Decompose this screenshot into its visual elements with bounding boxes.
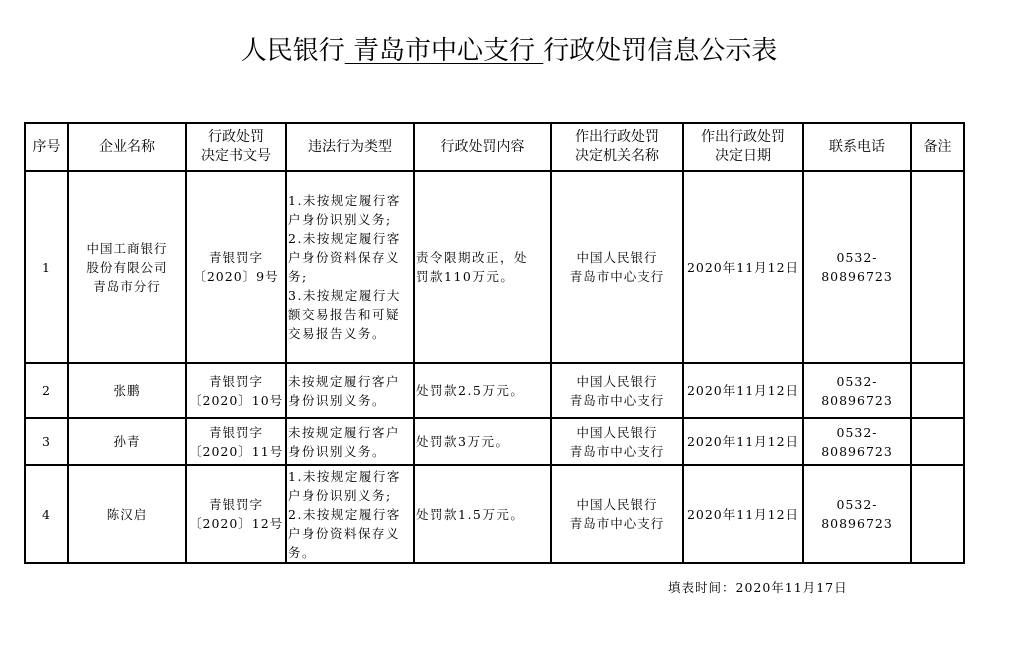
cell-remark [911,171,964,363]
cell-remark [911,363,964,418]
header-name: 企业名称 [68,123,186,171]
cell-authority: 中国人民银行 青岛市中心支行 [551,418,683,465]
cell-no: 4 [25,465,68,563]
cell-violation: 未按规定履行客户 身份识别义务。 [286,418,414,465]
cell-date: 2020年11月12日 [683,465,803,563]
cell-penalty: 责令限期改正，处 罚款110万元。 [414,171,551,363]
cell-no: 2 [25,363,68,418]
table-row [25,418,964,465]
cell-date: 2020年11月12日 [683,171,803,363]
table-header-row [25,123,964,171]
cell-doc-no: 青银罚字 〔2020〕9号 [186,171,286,363]
cell-violation: 1.未按规定履行客 户身份识别义务; 2.未按规定履行客 户身份资料保存义 务; 3.未按规定履行大 额交易报告和可疑 交易报告义务。 [286,171,414,363]
header-penalty: 行政处罚内容 [414,123,551,171]
header-doc-no: 行政处罚 决定书文号 [186,123,286,171]
cell-authority: 中国人民银行 青岛市中心支行 [551,171,683,363]
table-row [25,363,964,418]
cell-remark [911,465,964,563]
cell-phone: 0532-80896723 [803,465,911,563]
cell-remark [911,418,964,465]
cell-doc-no: 青银罚字 〔2020〕12号 [186,465,286,563]
cell-date: 2020年11月12日 [683,363,803,418]
cell-date: 2020年11月12日 [683,418,803,465]
fill-time: 填表时间：2020年11月17日 [668,580,848,595]
penalty-table [24,122,965,564]
cell-violation: 1.未按规定履行客 户身份识别义务; 2.未按规定履行客 户身份资料保存义 务。 [286,465,414,563]
header-violation: 违法行为类型 [286,123,414,171]
cell-violation: 未按规定履行客户 身份识别义务。 [286,363,414,418]
cell-penalty: 处罚款2.5万元。 [414,363,551,418]
title-branch: 青岛市中心支行 [344,36,544,66]
cell-name: 孙青 [68,418,186,465]
cell-authority: 中国人民银行 青岛市中心支行 [551,465,683,563]
title-prefix: 人民银行 [240,36,345,66]
page-title [0,33,1018,69]
header-remark: 备注 [911,123,964,171]
header-authority: 作出行政处罚 决定机关名称 [551,123,683,171]
cell-penalty: 处罚款3万元。 [414,418,551,465]
cell-phone: 0532-80896723 [803,418,911,465]
cell-doc-no: 青银罚字 〔2020〕10号 [186,363,286,418]
cell-name: 中国工商银行 股份有限公司 青岛市分行 [68,171,186,363]
cell-doc-no: 青银罚字 〔2020〕11号 [186,418,286,465]
cell-penalty: 处罚款1.5万元。 [414,465,551,563]
cell-phone: 0532-80896723 [803,363,911,418]
table-row [25,465,964,563]
cell-phone: 0532-80896723 [803,171,911,363]
header-phone: 联系电话 [803,123,911,171]
cell-name: 陈汉启 [68,465,186,563]
header-date: 作出行政处罚 决定日期 [683,123,803,171]
cell-no: 1 [25,171,68,363]
cell-no: 3 [25,418,68,465]
header-no: 序号 [25,123,68,171]
title-suffix: 行政处罚信息公示表 [543,36,778,66]
cell-name: 张鹏 [68,363,186,418]
cell-authority: 中国人民银行 青岛市中心支行 [551,363,683,418]
table-row [25,171,964,363]
